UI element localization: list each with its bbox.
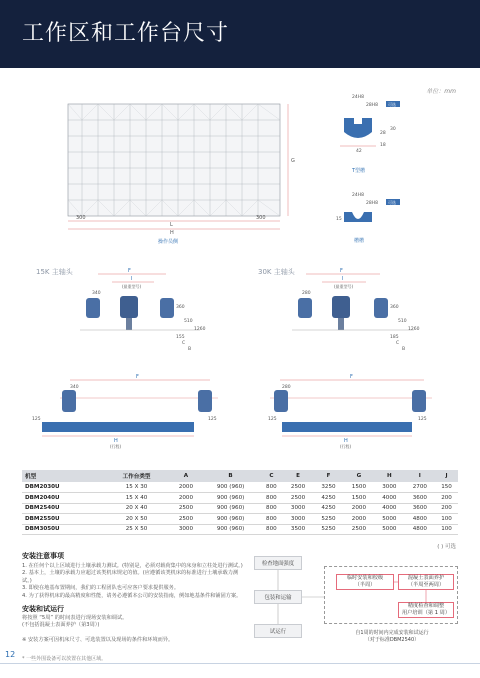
travel-30k-view	[268, 374, 432, 449]
svg-text:F: F	[128, 268, 131, 274]
flow-step-packing: 包装和运输	[254, 590, 302, 604]
table-cell: 5000	[374, 514, 404, 525]
spindle-30k-title: 30K 主轴头	[258, 268, 295, 276]
svg-text:H: H	[114, 438, 118, 444]
table-cell: 4800	[405, 514, 435, 525]
svg-text:125: 125	[208, 417, 217, 422]
table-cell: 20 X 40	[102, 503, 170, 514]
svg-text:340: 340	[92, 291, 101, 296]
install-item: 2. 基本上，土壤的承载力应超过该类机床规定的值。(应遵循该类机床的标准进行土壤承载力测试。)	[22, 570, 239, 584]
col-header: A	[171, 470, 201, 482]
svg-text:28H8: 28H8	[366, 201, 378, 206]
table-cell: 15 X 40	[102, 493, 170, 504]
table-cell: 25 X 50	[102, 524, 170, 535]
svg-text:B: B	[402, 347, 406, 352]
svg-text:360: 360	[390, 305, 399, 310]
col-header: F	[313, 470, 343, 482]
flow-caption-1: 自1周的时间内完成安装和试运行	[355, 630, 429, 636]
svg-text:510: 510	[184, 319, 193, 324]
table-cell: 3000	[374, 482, 404, 493]
svg-text:280: 280	[302, 291, 311, 296]
table-cell: 200	[435, 503, 458, 514]
dim-300-right: 300	[256, 215, 266, 221]
table-cell: 2500	[171, 514, 201, 525]
table-cell: 4250	[313, 493, 343, 504]
flow-caption	[326, 630, 458, 644]
table-cell: DBM2040U	[22, 493, 102, 504]
svg-text:28H8: 28H8	[366, 103, 378, 108]
svg-text:185: 185	[390, 335, 399, 340]
table-cell: 2000	[171, 482, 201, 493]
install-title: 安装注意事项	[22, 552, 64, 560]
dim-300-left: 300	[76, 215, 86, 221]
table-row	[22, 503, 458, 514]
spindle-30k-view	[258, 267, 420, 352]
svg-text:(行程): (行程)	[110, 444, 122, 449]
svg-text:24H8: 24H8	[352, 95, 364, 100]
svg-text:125: 125	[268, 417, 277, 422]
table-cell: 800	[260, 482, 283, 493]
svg-text:C: C	[396, 341, 400, 346]
table-cell: 800	[260, 514, 283, 525]
table-cell: 150	[435, 482, 458, 493]
svg-text:F: F	[340, 268, 343, 274]
table-row	[22, 493, 458, 504]
table-cell: 200	[435, 493, 458, 504]
commission-text	[22, 615, 244, 630]
table-header-row	[22, 470, 458, 482]
svg-text:42: 42	[356, 149, 362, 154]
table-cell: 900 (960)	[201, 514, 260, 525]
unit-label: 单位：mm	[426, 88, 456, 95]
table-cell: 4250	[313, 503, 343, 514]
page-number: 12	[5, 650, 16, 659]
flow-step-ground-check: 检查地面强度	[254, 556, 302, 570]
table-cell: 4000	[374, 503, 404, 514]
svg-text:(最重型号): (最重型号)	[122, 284, 142, 289]
table-cell: DBM2540U	[22, 503, 102, 514]
install-list	[22, 563, 244, 600]
table-cell: 800	[260, 493, 283, 504]
table-cell: 5000	[374, 524, 404, 535]
svg-text:340: 340	[70, 385, 79, 390]
install-item: 3. 即使在地基布置期间，我们的工程团队也可应客户要求提供服务。	[22, 585, 180, 592]
flow-box-accuracy-check: 精度检查和调整 用户培训（第 1 周）	[398, 602, 454, 618]
svg-text:24H8: 24H8	[352, 193, 364, 198]
svg-text:125: 125	[32, 417, 41, 422]
svg-text:125: 125	[418, 417, 427, 422]
install-item: 1. 在任何个以上区域进行土壤承载力测试。(特别是，必须对载荷集中的床身和立柱处进行测试。)	[22, 563, 243, 569]
table-cell: 4800	[405, 524, 435, 535]
t-slot-caption: T型槽	[352, 168, 366, 174]
svg-text:15: 15	[336, 217, 342, 222]
table-row	[22, 524, 458, 535]
col-header: 机型	[22, 470, 102, 482]
svg-text:18: 18	[380, 143, 386, 148]
table-cell: 2500	[283, 482, 313, 493]
optional-note: ( ) 可选	[437, 544, 456, 550]
operator-side-label: 操作员侧	[158, 239, 179, 245]
svg-text:F: F	[136, 374, 139, 380]
svg-text:280: 280	[282, 385, 291, 390]
table-cell: DBM2030U	[22, 482, 102, 493]
table-cell: 3600	[405, 503, 435, 514]
table-cell: 5250	[313, 524, 343, 535]
svg-text:28: 28	[380, 131, 386, 136]
svg-text:155: 155	[176, 335, 185, 340]
svg-text:1260: 1260	[408, 327, 420, 332]
table-cell: 3000	[283, 503, 313, 514]
table-cell: 800	[260, 524, 283, 535]
table-row	[22, 514, 458, 525]
install-item: 4. 为了获得机床的最高精度和性能，请务必遵循本公司的安装指南，例如地基条件和铺固方案。	[22, 592, 242, 599]
flow-caption-2: （对于标准DBM2540）	[364, 637, 420, 643]
table-cell: DBM3050U	[22, 524, 102, 535]
table-row	[22, 482, 458, 493]
dim-g: G	[291, 158, 295, 164]
table-cell: 5250	[313, 514, 343, 525]
footnote: * 一些外围设备可以放置在其他区域。	[22, 656, 107, 662]
svg-text:I: I	[131, 276, 133, 282]
table-cell: 2500	[283, 493, 313, 504]
ditch-detail	[336, 192, 400, 244]
svg-text:H: H	[344, 438, 348, 444]
table-cell: 900 (960)	[201, 503, 260, 514]
commission-text-1: 将按照 “5周” 的时间表进行现场安装和调试。	[22, 615, 128, 621]
col-header: H	[374, 470, 404, 482]
commission-title: 安装和试运行	[22, 605, 64, 613]
flow-step-trial-run: 试运行	[254, 624, 302, 638]
dim-h: H	[170, 230, 174, 236]
table-cell: 15 X 30	[102, 482, 170, 493]
table-cell: 3000	[283, 514, 313, 525]
svg-text:可选: 可选	[388, 200, 396, 205]
page-title: 工作区和工作台尺寸	[22, 21, 230, 46]
table-cell: 100	[435, 524, 458, 535]
svg-text:360: 360	[176, 305, 185, 310]
table-cell: 1500	[344, 493, 374, 504]
table-top-view	[68, 104, 295, 245]
t-slot-detail	[340, 94, 400, 174]
spec-table	[22, 470, 458, 535]
spindle-15k-view	[36, 267, 206, 352]
svg-text:1260: 1260	[194, 327, 206, 332]
table-cell: 1500	[344, 482, 374, 493]
table-cell: 2000	[344, 503, 374, 514]
install-note: ※ 安装方案可因机床尺寸、可选装置以及现场的条件和环境而异。	[22, 637, 174, 643]
table-cell: 3000	[171, 524, 201, 535]
dim-l: L	[170, 222, 173, 228]
table-cell: 900 (960)	[201, 524, 260, 535]
table-cell: 20 X 50	[102, 514, 170, 525]
col-header: E	[283, 470, 313, 482]
table-cell: 4000	[374, 493, 404, 504]
table-cell: DBM2550U	[22, 514, 102, 525]
table-cell: 2500	[171, 503, 201, 514]
col-header: B	[201, 470, 260, 482]
spindle-15k-title: 15K 主轴头	[36, 268, 73, 276]
ditch-caption: 槽槽	[354, 238, 365, 244]
svg-text:510: 510	[398, 319, 407, 324]
table-cell: 3500	[283, 524, 313, 535]
col-header: 工作台类型	[102, 470, 170, 482]
footer-rule	[0, 663, 480, 664]
travel-15k-view	[32, 374, 218, 449]
svg-text:(行程): (行程)	[340, 444, 352, 449]
col-header: G	[344, 470, 374, 482]
table-cell: 2000	[171, 493, 201, 504]
table-cell: 2500	[344, 524, 374, 535]
table-cell: 800	[260, 503, 283, 514]
table-cell: 900 (960)	[201, 482, 260, 493]
flow-box-temporary-install: 临时安装和校级 （半周）	[336, 574, 394, 590]
optional-tag: 可选	[388, 102, 396, 107]
table-cell: 900 (960)	[201, 493, 260, 504]
svg-text:30: 30	[390, 127, 396, 132]
svg-text:F: F	[350, 374, 353, 380]
svg-text:C: C	[182, 341, 186, 346]
table-cell: 3600	[405, 493, 435, 504]
commission-text-2: (不包括混凝土表面养护（第3周）)	[22, 622, 100, 629]
svg-text:I: I	[342, 276, 344, 282]
flow-box-concrete-curing: 混凝土表面养护 （半周至两周）	[398, 574, 454, 590]
svg-text:B: B	[188, 347, 192, 352]
table-cell: 100	[435, 514, 458, 525]
svg-text:(最重型号): (最重型号)	[334, 284, 354, 289]
col-header: I	[405, 470, 435, 482]
col-header: J	[435, 470, 458, 482]
col-header: C	[260, 470, 283, 482]
table-cell: 2000	[344, 514, 374, 525]
table-cell: 2700	[405, 482, 435, 493]
table-cell: 3250	[313, 482, 343, 493]
